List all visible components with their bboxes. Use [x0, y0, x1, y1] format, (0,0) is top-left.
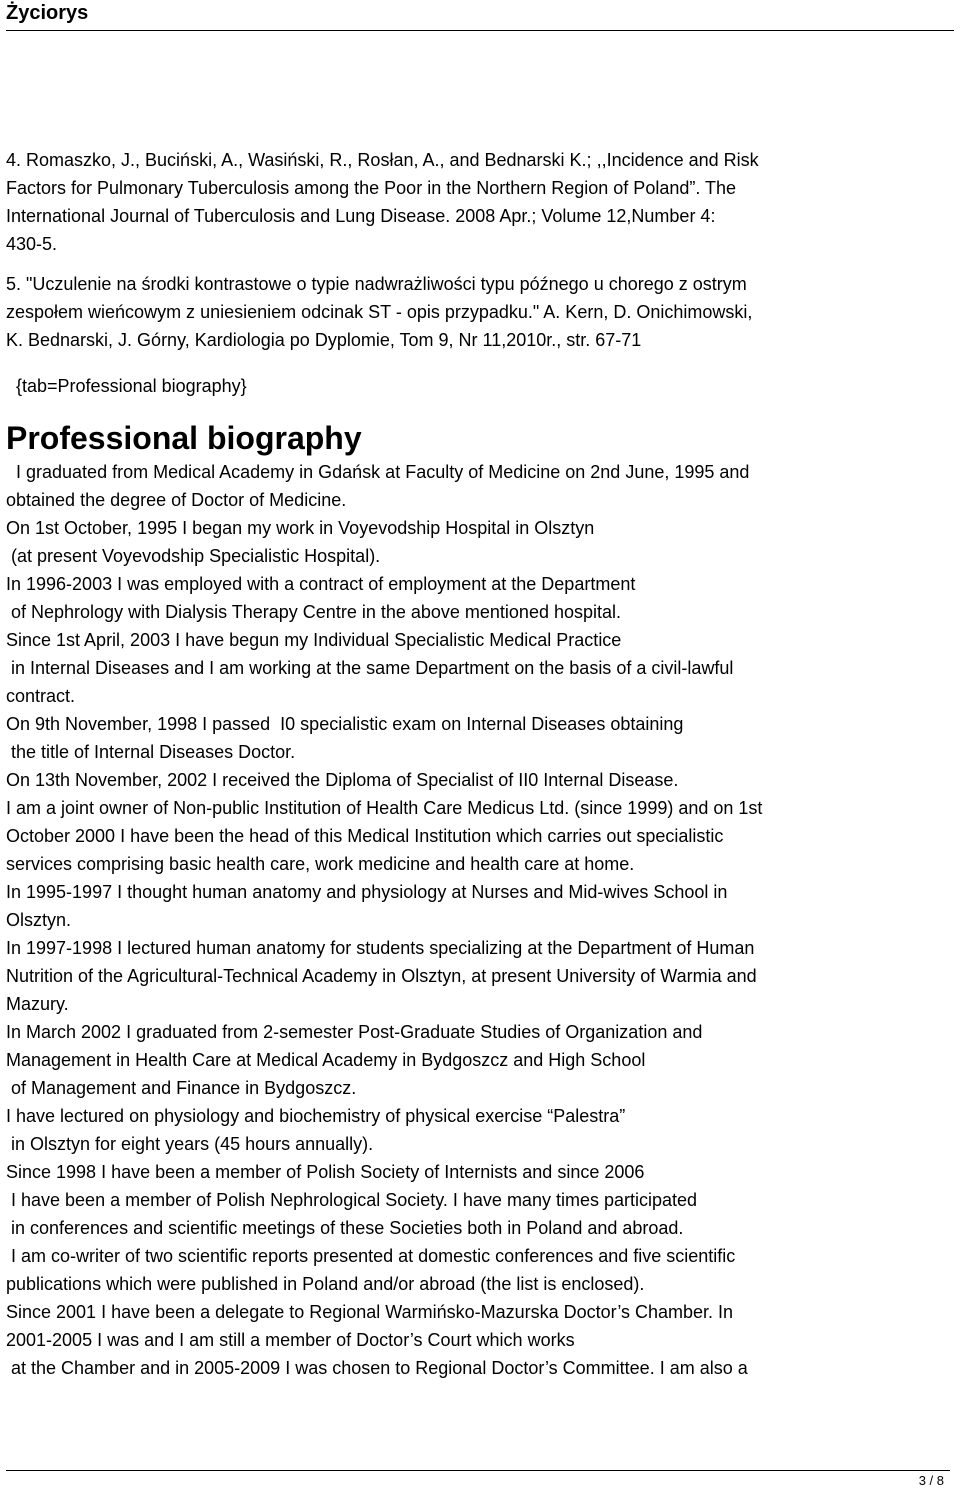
section-heading: Professional biography: [6, 420, 362, 456]
text-line: in Olsztyn for eight years (45 hours annually).: [6, 1134, 374, 1154]
publication-item: [6, 270, 950, 354]
text-line: Mazury.: [6, 994, 69, 1014]
publication-item: [6, 146, 950, 258]
footer-divider: [6, 1470, 950, 1471]
text-line: I have been a member of Polish Nephrological Society. I have many times participated: [6, 1190, 698, 1210]
text-line: I graduated from Medical Academy in Gdańsk at Faculty of Medicine on 2nd June, 1995 and: [6, 462, 750, 482]
text-line: On 1st October, 1995 I began my work in Voyevodship Hospital in Olsztyn: [6, 518, 595, 538]
paragraph-gap: [6, 258, 950, 270]
text-line: International Journal of Tuberculosis and Lung Disease. 2008 Apr.; Volume 12,Number 4:: [6, 206, 716, 226]
text-line: 5. "Uczulenie na środki kontrastowe o typie nadwrażliwości typu późnego u chorego z ostrym: [6, 274, 747, 294]
text-line: In March 2002 I graduated from 2-semester Post-Graduate Studies of Organization and: [6, 1022, 703, 1042]
text-line: Management in Health Care at Medical Academy in Bydgoszcz and High School: [6, 1050, 646, 1070]
text-line: Olsztyn.: [6, 910, 72, 930]
text-line: In 1997-1998 I lectured human anatomy for students specializing at the Department of Human: [6, 938, 755, 958]
text-line: Since 1998 I have been a member of Polish Society of Internists and since 2006: [6, 1162, 645, 1182]
page-footer: [6, 1470, 950, 1490]
text-line: I am a joint owner of Non-public Institution of Health Care Medicus Ltd. (since 1999) and on 1st: [6, 798, 763, 818]
text-line: (at present Voyevodship Specialistic Hospital).: [6, 546, 381, 566]
text-line: of Management and Finance in Bydgoszcz.: [6, 1078, 357, 1098]
page-header: [6, 0, 954, 30]
text-line: contract.: [6, 686, 76, 706]
header-divider: [6, 30, 954, 31]
text-line: Since 2001 I have been a delegate to Regional Warmińsko-Mazurska Doctor’s Chamber. In: [6, 1302, 734, 1322]
text-line: obtained the degree of Doctor of Medicine.: [6, 490, 347, 510]
page-number: 3 / 8: [918, 1473, 944, 1488]
text-line: Factors for Pulmonary Tuberculosis among the Poor in the Northern Region of Poland”. The: [6, 178, 737, 198]
text-line: I have lectured on physiology and biochemistry of physical exercise “Palestra”: [6, 1106, 626, 1126]
biography-text: [6, 458, 950, 1382]
tab-marker: {tab=Professional biography}: [6, 376, 247, 396]
text-line: Nutrition of the Agricultural-Technical Academy in Olsztyn, at present University of Warmia and: [6, 966, 757, 986]
text-line: of Nephrology with Dialysis Therapy Centre in the above mentioned hospital.: [6, 602, 622, 622]
paragraph-gap: [6, 400, 950, 418]
document-body: [6, 146, 950, 1382]
text-line: 2001-2005 I was and I am still a member of Doctor’s Court which works: [6, 1330, 575, 1350]
text-line: October 2000 I have been the head of this Medical Institution which carries out specialistic: [6, 826, 724, 846]
text-line: I am co-writer of two scientific reports presented at domestic conferences and five scientific: [6, 1246, 736, 1266]
paragraph-gap: [6, 354, 950, 372]
text-line: at the Chamber and in 2005-2009 I was chosen to Regional Doctor’s Committee. I am also a: [6, 1358, 748, 1378]
text-line: in conferences and scientific meetings of these Societies both in Poland and abroad.: [6, 1218, 684, 1238]
text-line: 430-5.: [6, 234, 58, 254]
text-line: zespołem wieńcowym z uniesieniem odcinak ST - opis przypadku." A. Kern, D. Onichimowski,: [6, 302, 753, 322]
text-line: In 1995-1997 I thought human anatomy and physiology at Nurses and Mid-wives School in: [6, 882, 728, 902]
text-line: services comprising basic health care, work medicine and health care at home.: [6, 854, 635, 874]
text-line: the title of Internal Diseases Doctor.: [6, 742, 296, 762]
text-line: On 13th November, 2002 I received the Diploma of Specialist of II0 Internal Disease.: [6, 770, 679, 790]
text-line: In 1996-2003 I was employed with a contract of employment at the Department: [6, 574, 636, 594]
text-line: in Internal Diseases and I am working at the same Department on the basis of a civil-lawful: [6, 658, 734, 678]
document-title: Życiorys: [6, 2, 89, 24]
text-line: 4. Romaszko, J., Buciński, A., Wasiński, R., Rosłan, A., and Bednarski K.; ,,Incidence and Risk: [6, 150, 759, 170]
text-line: publications which were published in Poland and/or abroad (the list is enclosed).: [6, 1274, 645, 1294]
text-line: On 9th November, 1998 I passed I0 specialistic exam on Internal Diseases obtaining: [6, 714, 684, 734]
text-line: K. Bednarski, J. Górny, Kardiologia po Dyplomie, Tom 9, Nr 11,2010r., str. 67-71: [6, 330, 642, 350]
text-line: Since 1st April, 2003 I have begun my Individual Specialistic Medical Practice: [6, 630, 622, 650]
